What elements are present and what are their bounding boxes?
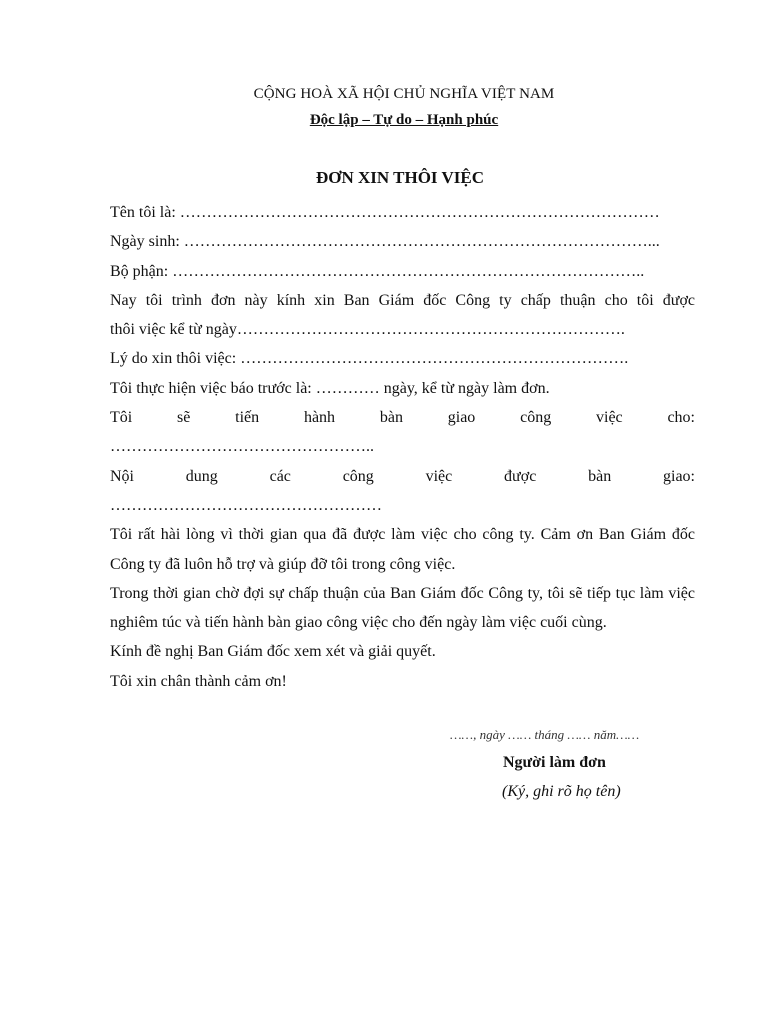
document-title: ĐƠN XIN THÔI VIỆC <box>316 168 484 187</box>
commitment-paragraph: Trong thời gian chờ đợi sự chấp thuận của Ban Giám đốc Công ty, tôi sẽ tiếp tục làm việc nghiêm túc và tiến hành bàn giao công việc cho đến ngày làm việc cuối cùng. <box>110 584 695 632</box>
request-line-1: Nay tôi trình đơn này kính xin Ban Giám đốc Công ty chấp thuận cho tôi được <box>110 291 695 309</box>
date-line: ……, ngày …… tháng …… năm…… <box>450 727 640 742</box>
reason-field-line: Lý do xin thôi việc: ………………………………………………………………. <box>110 350 629 368</box>
request-line-2: thôi việc kể từ ngày………………………………………………………………. <box>110 321 625 339</box>
country-heading: CỘNG HOÀ XÃ HỘI CHỦ NGHĨA VIỆT NAM <box>253 86 555 102</box>
name-field-line: Tên tôi là: ……………………………………………………………………………… <box>110 204 660 221</box>
handover-content-line-1: Nội dung các công việc được bàn giao: <box>110 467 695 485</box>
handover-content-line-2: …………………………………………… <box>110 496 382 514</box>
handover-to-line-1: Tôi sẽ tiến hành bàn giao công việc cho: <box>110 409 695 427</box>
dob-field-line: Ngày sinh: ……………………………………………………………………………... <box>110 233 660 251</box>
motto-heading: Độc lập – Tự do – Hạnh phúc <box>309 112 499 128</box>
document-body <box>110 198 695 696</box>
signature-note: (Ký, ghi rõ họ tên) <box>502 783 621 800</box>
request-paragraph: Kính đề nghị Ban Giám đốc xem xét và giải quyết. <box>110 643 436 661</box>
thanks-paragraph: Tôi rất hài lòng vì thời gian qua đã được làm việc cho công ty. Cảm ơn Ban Giám đốc Công ty đã luôn hỗ trợ và giúp đỡ tôi trong công việc. <box>110 526 695 573</box>
notice-field-line: Tôi thực hiện việc báo trước là: ………… ngày, kể từ ngày làm đơn. <box>110 379 550 397</box>
department-field-line: Bộ phận: …………………………………………………………………………….. <box>110 262 645 280</box>
signer-label: Người làm đơn <box>503 754 606 771</box>
closing-paragraph: Tôi xin chân thành cảm ơn! <box>110 672 287 690</box>
handover-to-line-2: ………………………………………….. <box>110 438 374 456</box>
